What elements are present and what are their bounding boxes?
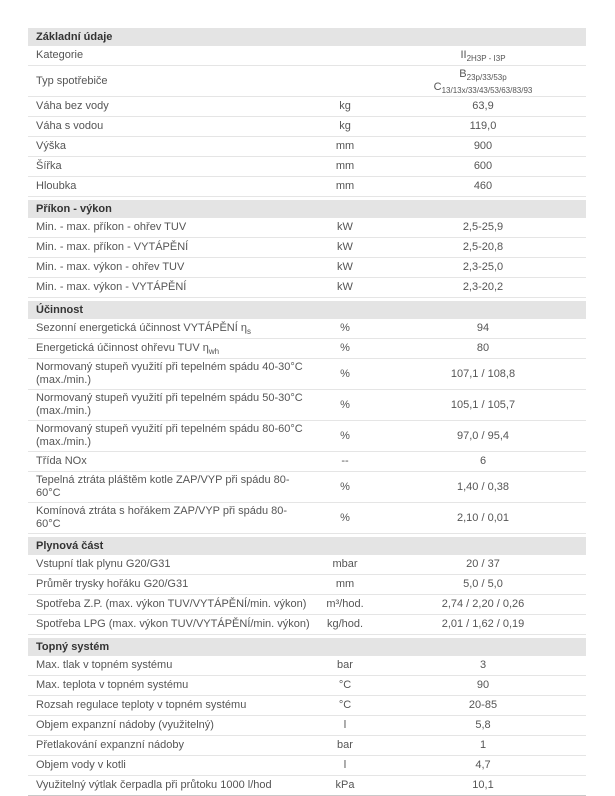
table-row <box>28 472 586 503</box>
table-row <box>28 452 586 472</box>
table-row <box>28 339 586 359</box>
subscript-text: 23p/33/53p <box>466 73 507 83</box>
row-unit: kg <box>339 120 351 132</box>
table-row <box>28 555 586 575</box>
table-row <box>28 137 586 157</box>
row-unit: kPa <box>335 779 355 791</box>
row-unit: % <box>340 367 350 380</box>
subscript-text: 2H3P - I3P <box>466 54 506 64</box>
table-row <box>28 238 586 258</box>
row-unit: °C <box>338 699 352 711</box>
row-value: 2,74 / 2,20 / 0,26 <box>441 598 525 610</box>
row-value: 20-85 <box>468 699 498 711</box>
row-label: Šířka <box>36 160 62 172</box>
row-unit: % <box>340 342 350 354</box>
subscript-text: 13/13x/33/43/53/63/83/93 <box>441 86 533 96</box>
row-value: 90 <box>476 679 490 691</box>
table-row <box>28 218 586 238</box>
table-row <box>28 258 586 278</box>
row-label: Min. - max. příkon - VYTÁPĚNÍ <box>36 241 189 253</box>
section-title: Topný systém <box>36 641 110 653</box>
row-label: Normovaný stupeň využití při tepelném spádu 50-30°C (max./min.) <box>36 392 303 417</box>
row-value: 600 <box>473 160 493 172</box>
row-unit: bar <box>337 739 353 751</box>
text-part: C <box>433 81 442 93</box>
row-unit: mbar <box>332 558 358 570</box>
table-row <box>28 696 586 716</box>
row-unit: -- <box>341 455 349 467</box>
row-unit: mm <box>335 140 355 152</box>
text-part: Energetická účinnost ohřevu TUV η <box>36 342 209 354</box>
row-value: 3 <box>479 659 487 671</box>
table-row <box>28 117 586 137</box>
row-value: 2,3-25,0 <box>462 261 504 273</box>
row-label: Objem vody v kotli <box>36 759 126 771</box>
row-value: 460 <box>473 180 493 192</box>
table-row <box>28 656 586 676</box>
row-unit: kW <box>337 261 353 273</box>
row-label: Objem expanzní nádoby (využitelný) <box>36 719 214 731</box>
row-label: Komínová ztráta s hořákem ZAP/VYP při spádu 80-60°C <box>36 505 288 530</box>
subscript-text: wh <box>208 347 220 357</box>
row-value: 94 <box>476 322 490 334</box>
row-unit: kW <box>337 221 353 233</box>
row-label: Typ spotřebiče <box>36 74 108 87</box>
table-row <box>28 421 586 452</box>
table-row <box>28 66 586 97</box>
row-value: 2,01 / 1,62 / 0,19 <box>441 618 525 630</box>
rich-text-line <box>380 68 586 81</box>
table-row <box>28 503 586 534</box>
row-label: Hloubka <box>36 180 77 192</box>
row-label: Normovaný stupeň využití při tepelném spádu 80-60°C (max./min.) <box>36 423 303 448</box>
row-value <box>380 68 586 94</box>
text-part: Sezonní energetická účinnost VYTÁPĚNÍ η <box>36 322 247 334</box>
spec-section <box>28 28 586 197</box>
row-unit: mm <box>335 180 355 192</box>
row-value <box>380 49 586 62</box>
row-unit: kg/hod. <box>326 618 364 630</box>
row-unit: °C <box>338 679 352 691</box>
row-unit: l <box>343 759 347 771</box>
row-value: 1,40 / 0,38 <box>457 480 509 493</box>
table-row <box>28 46 586 66</box>
section-title: Plynová část <box>36 540 104 552</box>
row-value: 4,7 <box>475 759 491 771</box>
table-row <box>28 776 586 796</box>
row-value: 80 <box>476 342 490 354</box>
row-label: Třída NOx <box>36 455 87 467</box>
table-row <box>28 736 586 756</box>
table-row <box>28 615 586 635</box>
row-value: 2,10 / 0,01 <box>457 511 509 524</box>
row-value: 10,1 <box>472 779 494 791</box>
row-label: Průměr trysky hořáku G20/G31 <box>36 578 189 590</box>
row-unit: kg <box>339 100 351 112</box>
row-value: 119,0 <box>469 120 497 132</box>
row-unit: % <box>340 322 350 334</box>
row-label <box>28 342 310 355</box>
text-part: II <box>460 49 467 61</box>
row-label: Max. teplota v topném systému <box>36 679 189 691</box>
row-label <box>28 322 310 335</box>
table-row <box>28 319 586 339</box>
table-row <box>28 97 586 117</box>
spec-table <box>28 28 586 796</box>
row-label: Min. - max. příkon - ohřev TUV <box>36 221 187 233</box>
section-header <box>28 28 586 46</box>
row-label: Kategorie <box>36 49 84 61</box>
row-value: 97,0 / 95,4 <box>457 429 509 442</box>
row-value: 105,1 / 105,7 <box>450 398 516 411</box>
row-value: 1 <box>479 739 487 751</box>
table-row <box>28 390 586 421</box>
section-title: Základní údaje <box>36 31 113 43</box>
section-title: Příkon - výkon <box>36 203 112 215</box>
row-unit: % <box>340 511 350 524</box>
section-header <box>28 638 586 656</box>
text-part: B <box>459 68 467 80</box>
section-title: Účinnost <box>36 304 84 316</box>
row-label: Váha s vodou <box>36 120 104 132</box>
row-value: 900 <box>473 140 493 152</box>
rich-text-line <box>36 322 310 335</box>
row-unit: l <box>343 719 347 731</box>
row-label: Rozsah regulace teploty v topném systému <box>36 699 247 711</box>
row-value: 6 <box>479 455 487 467</box>
table-row <box>28 575 586 595</box>
table-row <box>28 595 586 615</box>
row-label: Spotřeba LPG (max. výkon TUV/VYTÁPĚNÍ/min. výkon) <box>36 618 310 630</box>
row-label: Vstupní tlak plynu G20/G31 <box>36 558 171 570</box>
table-row <box>28 278 586 298</box>
row-unit: % <box>340 398 350 411</box>
table-row <box>28 716 586 736</box>
row-label: Výška <box>36 140 66 152</box>
row-label: Váha bez vody <box>36 100 109 112</box>
row-value: 20 / 37 <box>466 558 500 570</box>
rich-text-line <box>380 49 586 62</box>
subscript-text: s <box>246 327 251 337</box>
row-value: 5,0 / 5,0 <box>463 578 503 590</box>
row-label: Min. - max. výkon - ohřev TUV <box>36 261 185 273</box>
section-header <box>28 537 586 555</box>
rich-text-line <box>380 81 586 94</box>
row-value: 5,8 <box>475 719 491 731</box>
table-row <box>28 756 586 776</box>
table-row <box>28 157 586 177</box>
row-unit: mm <box>335 578 355 590</box>
row-label: Spotřeba Z.P. (max. výkon TUV/VYTÁPĚNÍ/min. výkon) <box>36 598 307 610</box>
section-header <box>28 200 586 218</box>
row-label: Využitelný výtlak čerpadla při průtoku 1000 l/hod <box>36 779 272 791</box>
row-value: 2,5-25,9 <box>462 221 504 233</box>
section-header <box>28 301 586 319</box>
row-value: 107,1 / 108,8 <box>450 367 516 380</box>
row-unit: bar <box>337 659 353 671</box>
row-value: 63,9 <box>472 100 494 112</box>
row-unit: % <box>340 429 350 442</box>
spec-section <box>28 638 586 796</box>
row-label: Max. tlak v topném systému <box>36 659 173 671</box>
row-unit: kW <box>337 281 353 293</box>
spec-section <box>28 200 586 298</box>
row-value: 2,3-20,2 <box>462 281 504 293</box>
table-row <box>28 177 586 197</box>
row-label: Tepelná ztráta pláštěm kotle ZAP/VYP při spádu 80-60°C <box>36 474 290 499</box>
row-label: Normovaný stupeň využití při tepelném spádu 40-30°C (max./min.) <box>36 361 303 386</box>
spec-section <box>28 537 586 635</box>
table-row <box>28 676 586 696</box>
table-row <box>28 359 586 390</box>
row-unit: kW <box>337 241 353 253</box>
row-label: Přetlakování expanzní nádoby <box>36 739 184 751</box>
row-value: 2,5-20,8 <box>462 241 504 253</box>
spec-page <box>0 28 615 791</box>
row-unit: mm <box>335 160 355 172</box>
row-unit: m³/hod. <box>326 598 364 610</box>
spec-section <box>28 301 586 534</box>
row-label: Min. - max. výkon - VYTÁPĚNÍ <box>36 281 187 293</box>
row-unit: % <box>340 480 350 493</box>
rich-text-line <box>36 342 310 355</box>
